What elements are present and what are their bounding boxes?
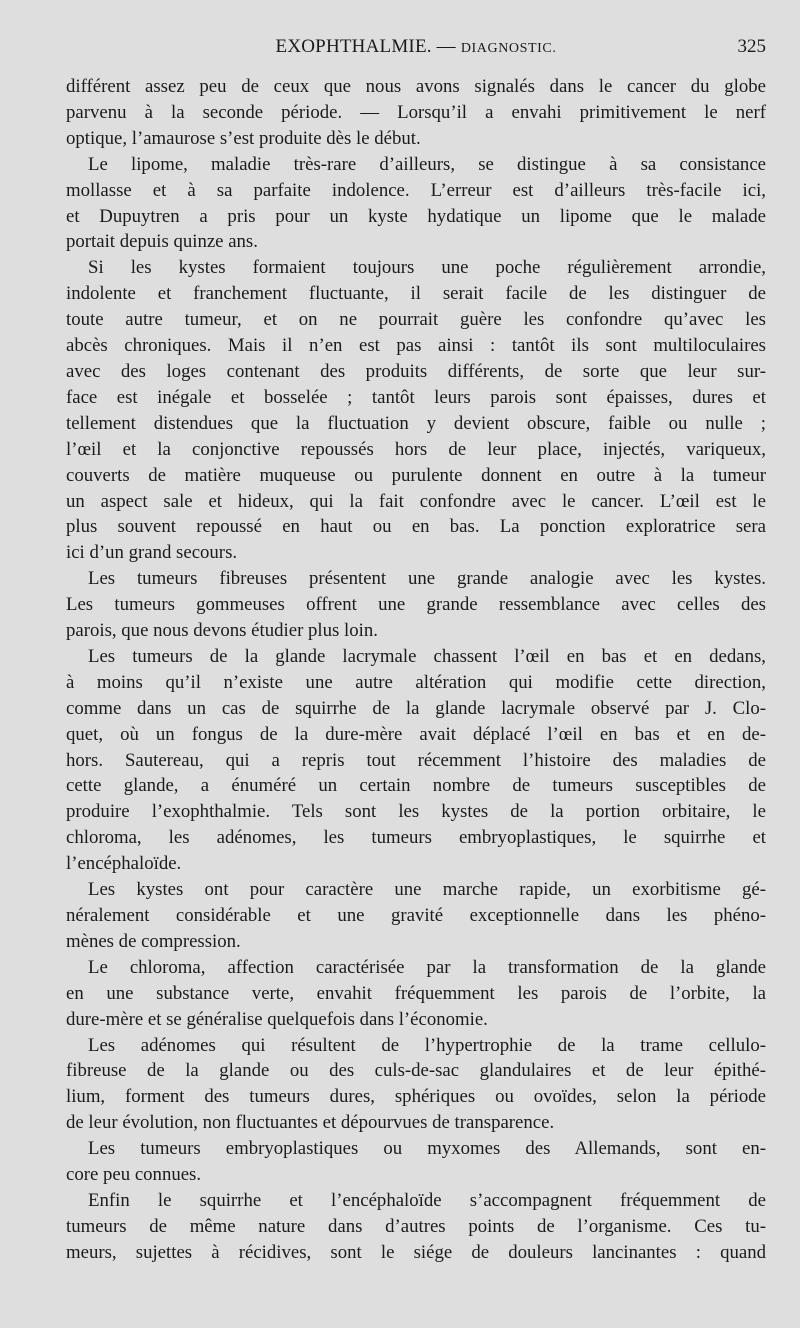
text-line: tellement distendues que la fluctuation y devient obscure, faible ou nulle ; <box>66 412 766 434</box>
body-text <box>66 74 766 1266</box>
text-line: en une substance verte, envahit fréquemment les parois de l’orbite, la <box>66 982 766 1004</box>
text-line: Le chloroma, affection caractérisée par la transformation de la glande <box>88 956 766 978</box>
paragraph <box>66 1033 766 1137</box>
paragraph <box>66 152 766 256</box>
text-line: cette glande, a énuméré un certain nombre de tumeurs susceptibles de <box>66 775 766 797</box>
paragraph <box>66 1136 766 1188</box>
text-line: plus souvent repoussé en haut ou en bas. La ponction exploratrice sera <box>66 516 766 538</box>
text-line: core peu connues. <box>66 1164 202 1186</box>
text-line: différent assez peu de ceux que nous avons signalés dans le cancer du globe <box>66 76 766 97</box>
text-line: ici d’un grand secours. <box>66 542 238 564</box>
text-line: de leur évolution, non fluctuantes et dépourvues de transparence. <box>66 1112 555 1134</box>
text-line: Les tumeurs gommeuses offrent une grande ressemblance avec celles des <box>66 594 766 616</box>
text-line: mollasse et à sa parfaite indolence. L’erreur est d’ailleurs très-facile ici, <box>66 179 766 201</box>
text-line: couverts de matière muqueuse ou purulente donnent en outre à la tumeur <box>66 464 766 486</box>
text-line: comme dans un cas de squirrhe de la glande lacrymale observé par J. Clo- <box>66 697 766 719</box>
text-line: meurs, sujettes à récidives, sont le siége de douleurs lancinantes : quand <box>66 1241 766 1263</box>
text-line: portait depuis quinze ans. <box>66 231 258 253</box>
text-line: Si les kystes formaient toujours une poche régulièrement arrondie, <box>88 257 766 279</box>
text-line: Les kystes ont pour caractère une marche rapide, un exorbitisme gé- <box>88 879 766 901</box>
text-line: optique, l’amaurose s’est produite dès le début. <box>66 127 421 149</box>
text-line: avec des loges contenant des produits différents, de sorte que leur sur- <box>66 360 766 382</box>
running-header <box>66 36 766 66</box>
text-line: Les tumeurs embryoplastiques ou myxomes des Allemands, sont en- <box>88 1138 766 1160</box>
page-number: 325 <box>737 36 766 57</box>
text-line: parois, que nous devons étudier plus loin. <box>66 620 378 642</box>
text-line: abcès chroniques. Mais il n’en est pas ainsi : tantôt ils sont multiloculaires <box>66 335 766 357</box>
text-line: dure-mère et se généralise quelquefois dans l’économie. <box>66 1008 488 1030</box>
paragraph <box>66 877 766 955</box>
text-line: lium, forment des tumeurs dures, sphériques ou ovoïdes, selon la période <box>66 1086 766 1108</box>
running-title-section: DIAGNOSTIC. <box>460 41 557 56</box>
text-line: quet, où un fongus de la dure-mère avait déplacé l’œil en bas et en de- <box>66 723 766 745</box>
text-line: l’encéphaloïde. <box>66 853 182 875</box>
text-line: Les tumeurs fibreuses présentent une grande analogie avec les kystes. <box>88 568 766 590</box>
paragraph <box>66 955 766 1033</box>
running-title <box>66 36 766 58</box>
text-line: hors. Sautereau, qui a repris tout récemment l’histoire des maladies de <box>66 749 766 771</box>
paragraph <box>66 644 766 877</box>
running-title-main: EXOPHTHALMIE. — <box>275 36 461 57</box>
text-line: Les adénomes qui résultent de l’hypertrophie de la trame cellulo- <box>88 1034 766 1056</box>
text-line: et Dupuytren a pris pour un kyste hydatique un lipome que le malade <box>66 205 766 227</box>
paragraph <box>66 1188 766 1266</box>
text-line: produire l’exophthalmie. Tels sont les kystes de la portion orbitaire, le <box>66 801 766 823</box>
text-line: néralement considérable et une gravité exceptionnelle dans les phéno- <box>66 905 766 926</box>
text-line: un aspect sale et hideux, qui la fait confondre avec le cancer. L’œil est le <box>66 490 766 512</box>
text-line: mènes de compression. <box>66 930 241 952</box>
text-line: tumeurs de même nature dans d’autres points de l’organisme. Ces tu- <box>66 1215 766 1237</box>
text-line: Les tumeurs de la glande lacrymale chassent l’œil en bas et en dedans, <box>88 645 766 667</box>
text-line: chloroma, les adénomes, les tumeurs embryoplastiques, le squirrhe et <box>66 827 766 849</box>
text-line: à moins qu’il n’existe une autre altération qui modifie cette direction, <box>66 671 766 693</box>
paragraph <box>66 255 766 566</box>
text-line: indolente et franchement fluctuante, il serait facile de les distinguer de <box>66 283 766 305</box>
text-line: face est inégale et bosselée ; tantôt leurs parois sont épaisses, dures et <box>66 386 766 408</box>
text-line: fibreuse de la glande ou des culs-de-sac glandulaires et de leur épithé- <box>66 1060 766 1082</box>
paragraph <box>66 566 766 644</box>
text-line: l’œil et la conjonctive repoussés hors de leur place, injectés, variqueux, <box>66 438 766 460</box>
text-line: parvenu à la seconde période. — Lorsqu’il a envahi primitivement le nerf <box>66 101 766 123</box>
text-line: Enfin le squirrhe et l’encéphaloïde s’accompagnent fréquemment de <box>88 1189 766 1211</box>
text-line: toute autre tumeur, et on ne pourrait guère les confondre qu’avec les <box>66 309 766 331</box>
paragraph <box>66 74 766 152</box>
text-line: Le lipome, maladie très-rare d’ailleurs, se distingue à sa consistance <box>88 153 766 175</box>
